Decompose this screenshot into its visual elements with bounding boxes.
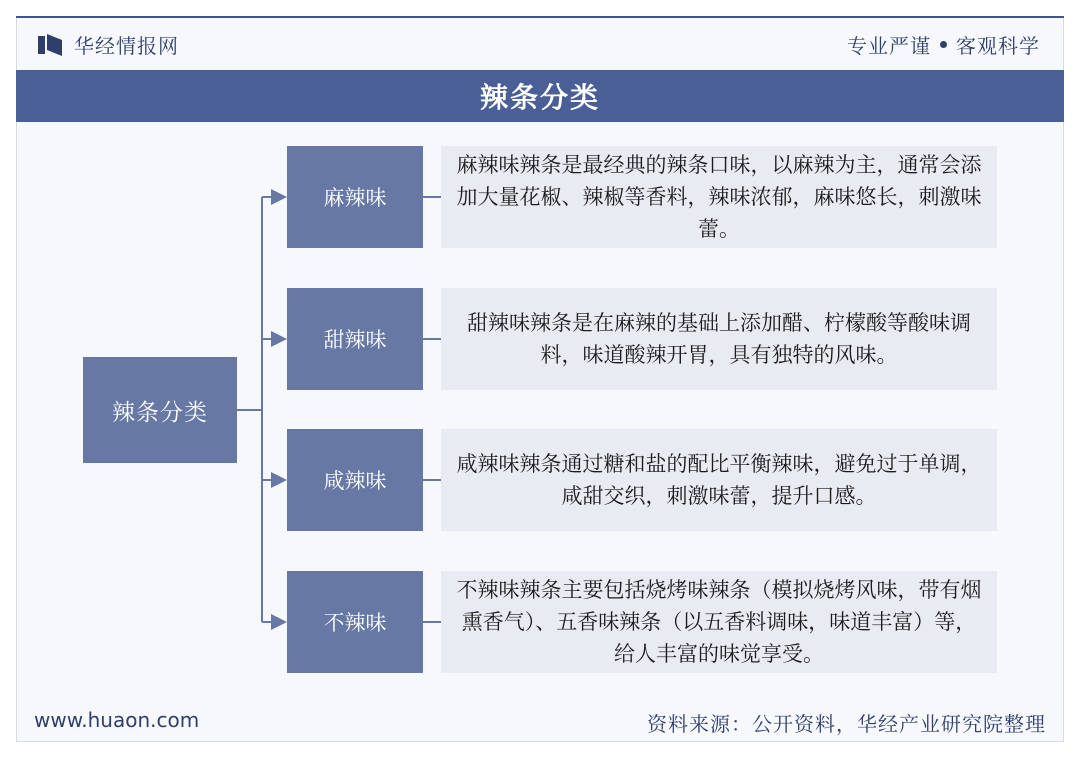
slogan xyxy=(847,30,1040,59)
brand-logo xyxy=(38,30,179,59)
category-description-bula xyxy=(441,571,997,673)
brand-logo-icon xyxy=(38,34,62,56)
description-text: 咸辣味辣条通过糖和盐的配比平衡辣味，避免过于单调，咸甜交织，刺激味蕾，提升口感。 xyxy=(456,452,982,508)
slogan-left: 专业严谨 xyxy=(847,34,931,58)
category-node-bula: 不辣味 xyxy=(287,571,423,673)
description-text: 甜辣味辣条是在麻辣的基础上添加醋、柠檬酸等酸味调料，味道酸辣开胃，具有独特的风味。 xyxy=(467,311,971,367)
description-text: 麻辣味辣条是最经典的辣条口味，以麻辣为主，通常会添加大量花椒、辣椒等香料，辣味浓郁，麻味悠长，刺激味蕾。 xyxy=(456,153,982,241)
top-rule xyxy=(16,16,1064,18)
footer-website: www.huaon.com xyxy=(34,708,200,732)
category-description-tianla xyxy=(441,288,997,390)
category-node-xianla: 咸辣味 xyxy=(287,429,423,531)
category-node-mala: 麻辣味 xyxy=(287,146,423,248)
category-description-mala xyxy=(441,146,997,248)
category-node-tianla: 甜辣味 xyxy=(287,288,423,390)
brand-name: 华经情报网 xyxy=(74,34,179,58)
category-description-xianla xyxy=(441,429,997,531)
page-title: 辣条分类 xyxy=(16,70,1064,122)
slogan-dot-icon xyxy=(940,41,947,48)
root-node: 辣条分类 xyxy=(83,357,237,463)
slogan-right: 客观科学 xyxy=(956,34,1040,58)
footer-source: 资料来源：公开资料，华经产业研究院整理 xyxy=(647,712,1046,736)
description-text: 不辣味辣条主要包括烧烤味辣条（模拟烧烤风味，带有烟熏香气）、五香味辣条（以五香料调味，味道丰富）等，给人丰富的味觉享受。 xyxy=(456,578,982,666)
